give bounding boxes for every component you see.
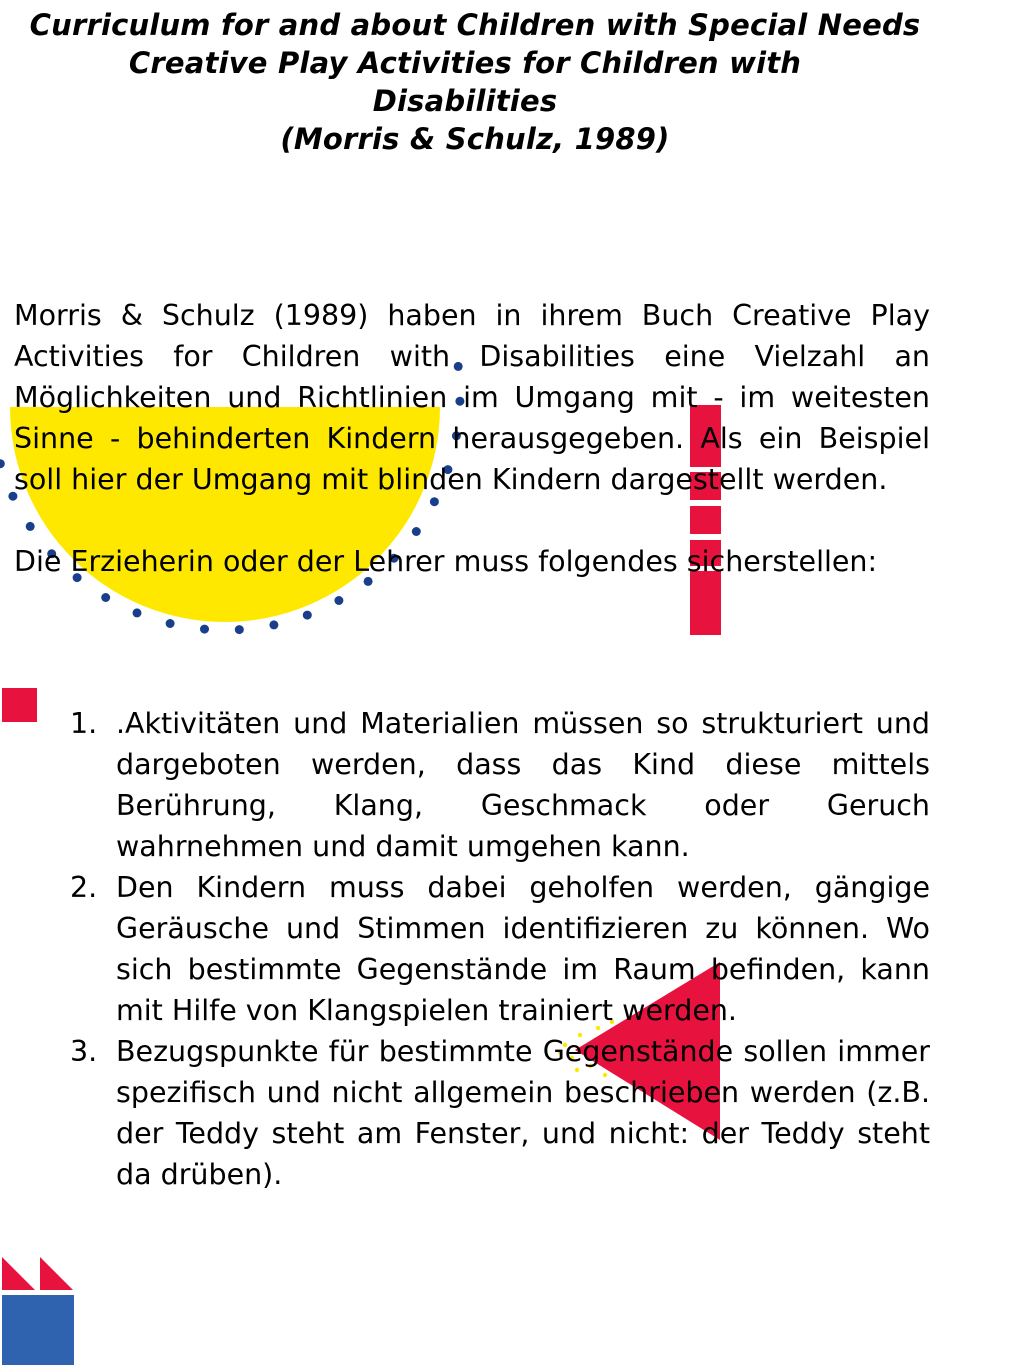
list-item-number: 1. <box>70 707 98 740</box>
title-line-1: Curriculum for and about Children with Special Needs <box>29 8 921 42</box>
list-item <box>70 703 930 867</box>
list-item-number: 3. <box>70 1035 98 1068</box>
arc-dot <box>235 625 244 634</box>
list-item-number: 2. <box>70 871 98 904</box>
title-line-2: Creative Play Activities for Children with Disabilities <box>128 46 802 118</box>
list-item-text: Den Kindern muss dabei geholfen werden, gängige Geräusche und Stimmen identifizieren zu können. Wo sich bestimmte Gegenstände im Raum befinden, kann mit Hilfe von Klangspielen trainiert werden. <box>116 871 930 1027</box>
title-line-3: (Morris & Schulz, 1989) <box>280 122 670 156</box>
arc-dot <box>303 611 312 620</box>
list-item <box>70 1031 930 1195</box>
arc-dot <box>133 608 142 617</box>
arc-dot <box>269 620 278 629</box>
arc-dot <box>0 459 5 468</box>
arc-dot <box>200 625 209 634</box>
arc-dot <box>166 619 175 628</box>
intro-paragraph-1: Morris & Schulz (1989) haben in ihrem Buch Creative Play Activities for Children with Disabilities eine Vielzahl an Möglichkeiten und Richtlinien im Umgang mit - im weitesten Sinne - behinderten Kindern herausgegeben. Als ein Beispiel soll hier der Umgang mit blinden Kindern dargestellt werden. <box>14 299 930 496</box>
intro-paragraph-2: Die Erzieherin oder der Lehrer muss folgendes sicherstellen: <box>14 545 878 578</box>
list-item <box>70 867 930 1031</box>
red-square <box>2 688 37 722</box>
arc-dot <box>334 596 343 605</box>
list-item-text: Bezugspunkte für bestimmte Gegenstände sollen immer spezifisch und nicht allgemein beschrieben werden (z.B. der Teddy steht am Fenster, und nicht: der Teddy steht da drüben). <box>116 1035 930 1191</box>
arc-dot <box>101 593 110 602</box>
requirements-list <box>70 703 930 1195</box>
intro-text <box>14 295 930 582</box>
list-item-text: .Aktivitäten und Materialien müssen so strukturiert und dargeboten werden, dass das Kind diese mittels Berührung, Klang, Geschmack oder Geruch wahrnehmen und damit umgehen kann. <box>116 707 930 863</box>
corner-logo <box>2 1257 74 1365</box>
page-title <box>0 6 950 158</box>
